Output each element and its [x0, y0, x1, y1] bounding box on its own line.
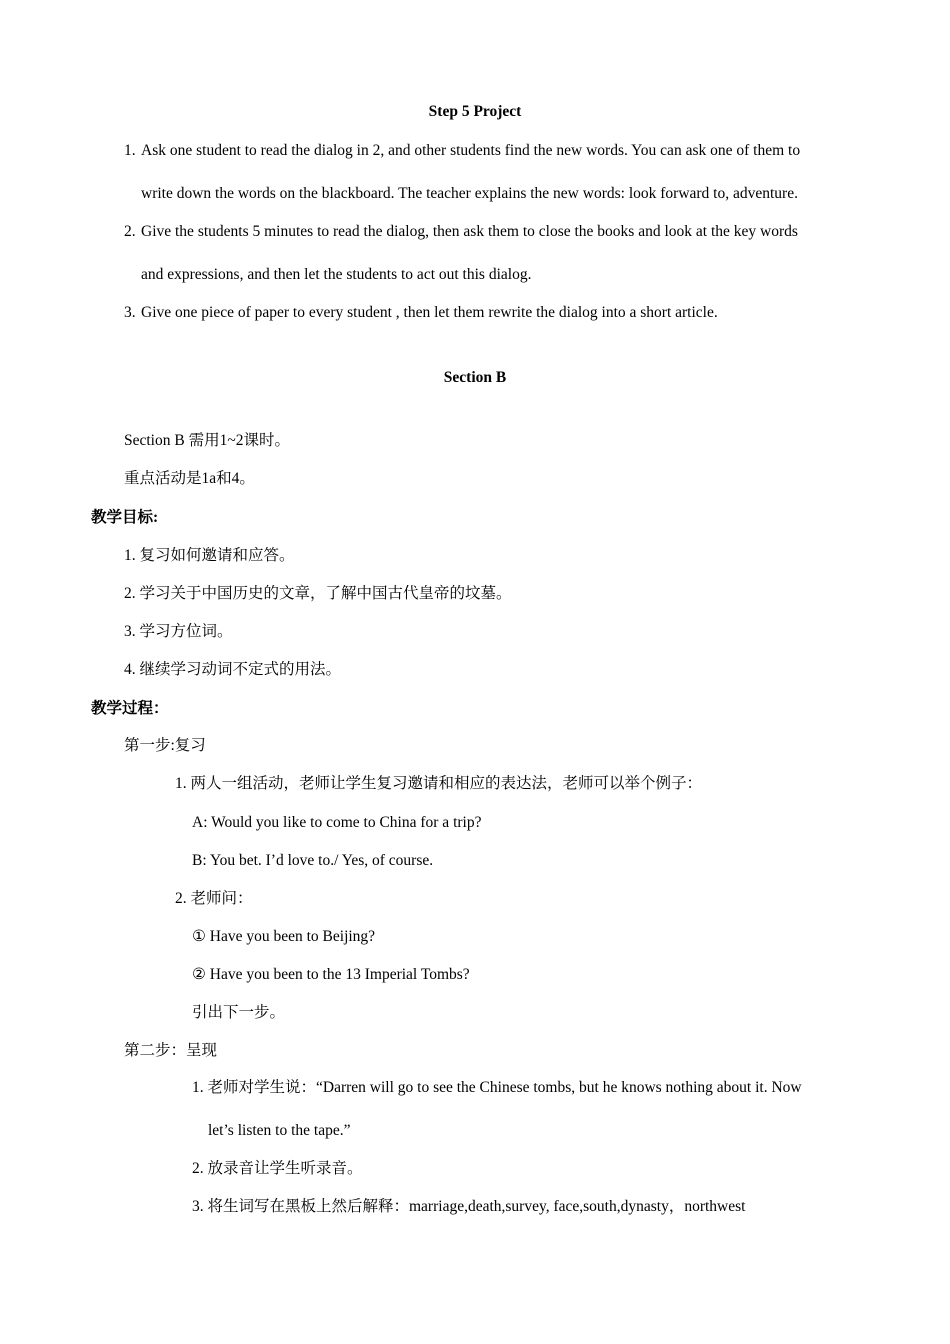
step1-dialog-b: B: You bet. I’d love to./ Yes, of course. — [192, 852, 434, 869]
section-b-title: Section B — [443, 369, 507, 386]
step5-item-1-line-2: write down the words on the blackboard. The teacher explains the new words: look forward to, adventure. — [141, 185, 798, 202]
process-heading: 教学过程： — [91, 700, 169, 717]
step1-dialog-a: A: Would you like to come to China for a trip? — [192, 814, 482, 831]
section-b-intro-2: 重点活动是1a和4。 — [124, 470, 255, 487]
goal-item-4: 4. 继续学习动词不定式的用法。 — [124, 661, 342, 678]
step2-item-1-line-1: 1. 老师对学生说：“Darren will go to see the Chinese tombs, but he knows nothing about it. Now — [192, 1079, 802, 1096]
step1-item-2: 2. 老师问： — [175, 890, 253, 907]
step5-item-3-line-1: Give one piece of paper to every student , then let them rewrite the dialog into a short article. — [141, 304, 718, 321]
step5-item-1-line-1: Ask one student to read the dialog in 2, and other students find the new words. You can ask one of them to — [141, 142, 801, 159]
step1-question-2: ② Have you been to the 13 Imperial Tombs? — [192, 966, 470, 983]
step5-item-2-line-2: and expressions, and then let the students to act out this dialog. — [141, 266, 532, 283]
step1-lead: 引出下一步。 — [192, 1004, 286, 1021]
goal-item-2: 2. 学习关于中国历史的文章，了解中国古代皇帝的坟墓。 — [124, 585, 512, 602]
step5-item-3-number: 3. — [124, 304, 136, 321]
goal-item-3: 3. 学习方位词。 — [124, 623, 233, 640]
step1-title: 第一步:复习 — [124, 737, 206, 754]
step2-item-1-line-2: let’s listen to the tape.” — [208, 1122, 351, 1139]
step2-title: 第二步：呈现 — [124, 1042, 218, 1059]
step2-item-2: 2. 放录音让学生听录音。 — [192, 1160, 363, 1177]
section-b-intro-1: Section B 需用1~2课时。 — [124, 432, 290, 449]
goal-item-1: 1. 复习如何邀请和应答。 — [124, 547, 295, 564]
step5-item-2-line-1: Give the students 5 minutes to read the dialog, then ask them to close the books and look at the key words — [141, 223, 798, 240]
step5-item-1-number: 1. — [124, 142, 136, 159]
step1-question-1: ① Have you been to Beijing? — [192, 928, 376, 945]
step5-title: Step 5 Project — [428, 103, 522, 120]
step1-item-1: 1. 两人一组活动，老师让学生复习邀请和相应的表达法，老师可以举个例子： — [175, 775, 703, 792]
step5-item-2-number: 2. — [124, 223, 136, 240]
step2-item-3: 3. 将生词写在黑板上然后解释：marriage,death,survey, face,south,dynasty，northwest — [192, 1198, 746, 1215]
goals-heading: 教学目标: — [91, 509, 159, 526]
